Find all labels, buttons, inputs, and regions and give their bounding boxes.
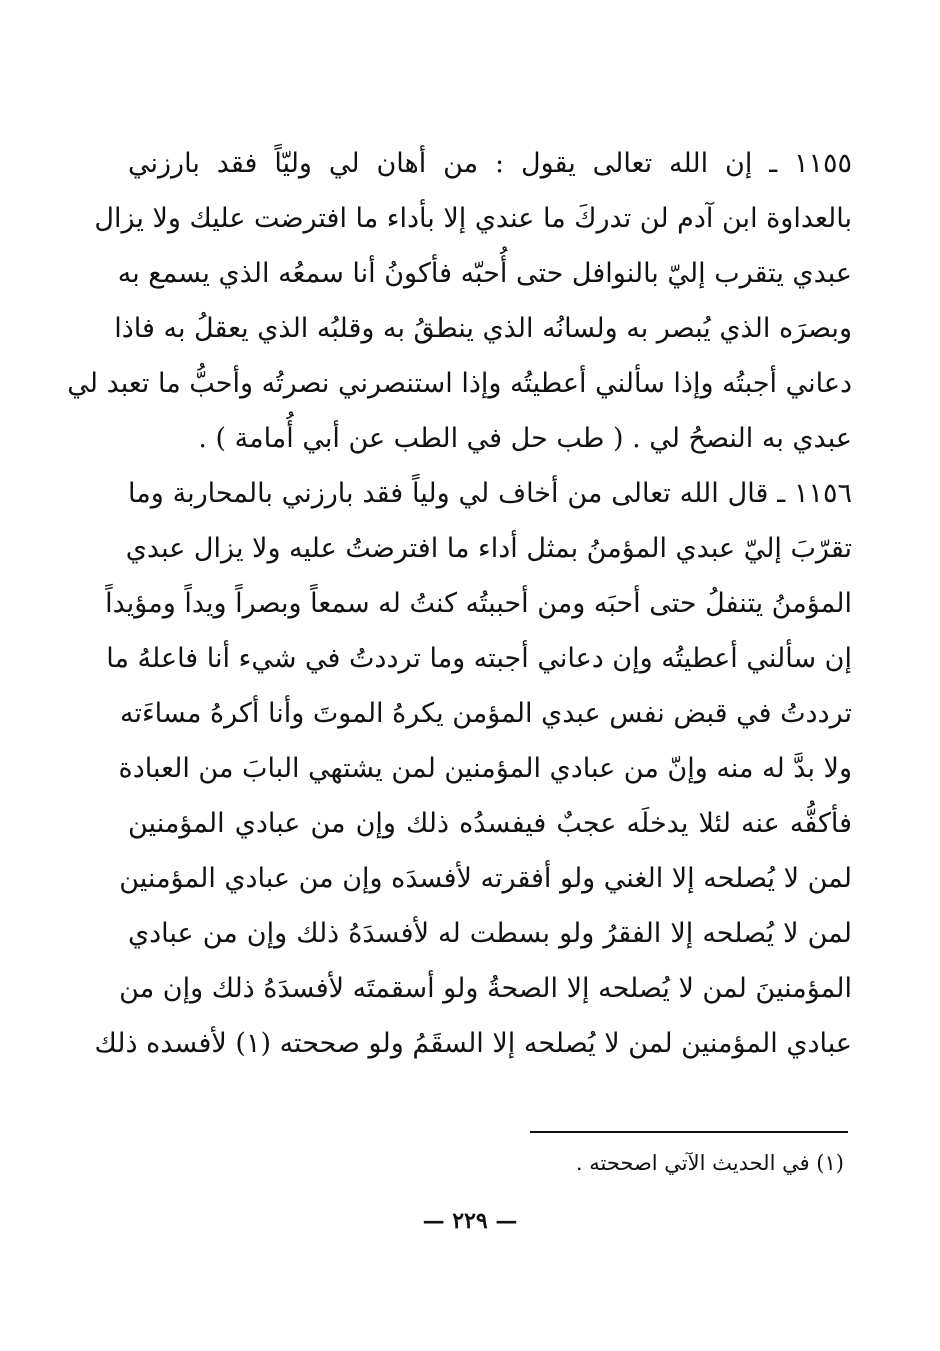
text-line: عبدي يتقرب إليّ بالنوافل حتى أُحبّه فأكونُ أنا سمعُه الذي يسمع به <box>117 258 852 289</box>
footnote-divider <box>530 1131 848 1133</box>
text-line: المؤمنينَ لمن لا يُصلحه إلا الصحةُ ولو أسقمتَه لأفسدَهُ ذلك وإن من <box>119 973 852 1004</box>
text-line: وبصرَه الذي يُبصر به ولسانُه الذي ينطقُ به وقلبُه الذي يعقلُ به فاذا <box>114 313 852 344</box>
text-line: ١١٥٥ ـ إن الله تعالى يقول : من أهان لي وليّاً فقد بارزني <box>128 148 852 179</box>
text-line: لمن لا يُصلحه إلا الغني ولو أفقرته لأفسدَه وإن من عبادي المؤمنين <box>119 863 852 894</box>
footnote: (١) في الحديث الآتي اصححته . <box>575 1151 844 1175</box>
text-line: المؤمنُ يتنفلُ حتى أحبَه ومن أحببتُه كنتُ له سمعاً وبصراً ويداً ومؤيداً <box>105 588 852 619</box>
text-line: عبادي المؤمنين لمن لا يُصلحه إلا السقَمُ ولو صححته (١) لأفسده ذلك <box>94 1028 852 1059</box>
text-line: ترددتُ في قبض نفس عبدي المؤمن يكرهُ الموتَ وأنا أكرهُ مساءَته <box>119 698 852 729</box>
page-number: — ٢٢٩ — <box>422 1208 518 1234</box>
hadith-1156 <box>94 466 852 1071</box>
text-line: ولا بدَّ له منه وإنّ من عبادي المؤمنين لمن يشتهي البابَ من العبادة <box>118 753 852 784</box>
hadith-1155 <box>67 136 852 466</box>
main-text <box>67 136 852 1071</box>
text-line: عبدي به النصحُ لي . ( طب حل في الطب عن أبي أُمامة ) . <box>198 423 852 454</box>
text-line: بالعداوة ابن آدم لن تدركَ ما عندي إلا بأداء ما افترضت عليك ولا يزال <box>94 203 852 234</box>
text-line: إن سألني أعطيتُه وإن دعاني أجبته وما ترددتُ في شيء أنا فاعلهُ ما <box>106 643 852 674</box>
text-line: ١١٥٦ ـ قال الله تعالى من أخاف لي ولياً فقد بارزني بالمحاربة وما <box>128 478 852 509</box>
text-line: تقرّبَ إليّ عبدي المؤمنُ بمثل أداء ما افترضتُ عليه ولا يزال عبدي <box>125 533 852 564</box>
text-line: فأكفُّه عنه لئلا يدخلَه عجبٌ فيفسدُه ذلك وإن من عبادي المؤمنين <box>128 808 852 839</box>
text-line: لمن لا يُصلحه إلا الفقرُ ولو بسطت له لأفسدَهُ ذلك وإن من عبادي <box>128 918 852 949</box>
text-line: دعاني أجبتُه وإذا سألني أعطيتُه وإذا استنصرني نصرتُه وأحبُّ ما تعبد لي <box>67 368 852 399</box>
